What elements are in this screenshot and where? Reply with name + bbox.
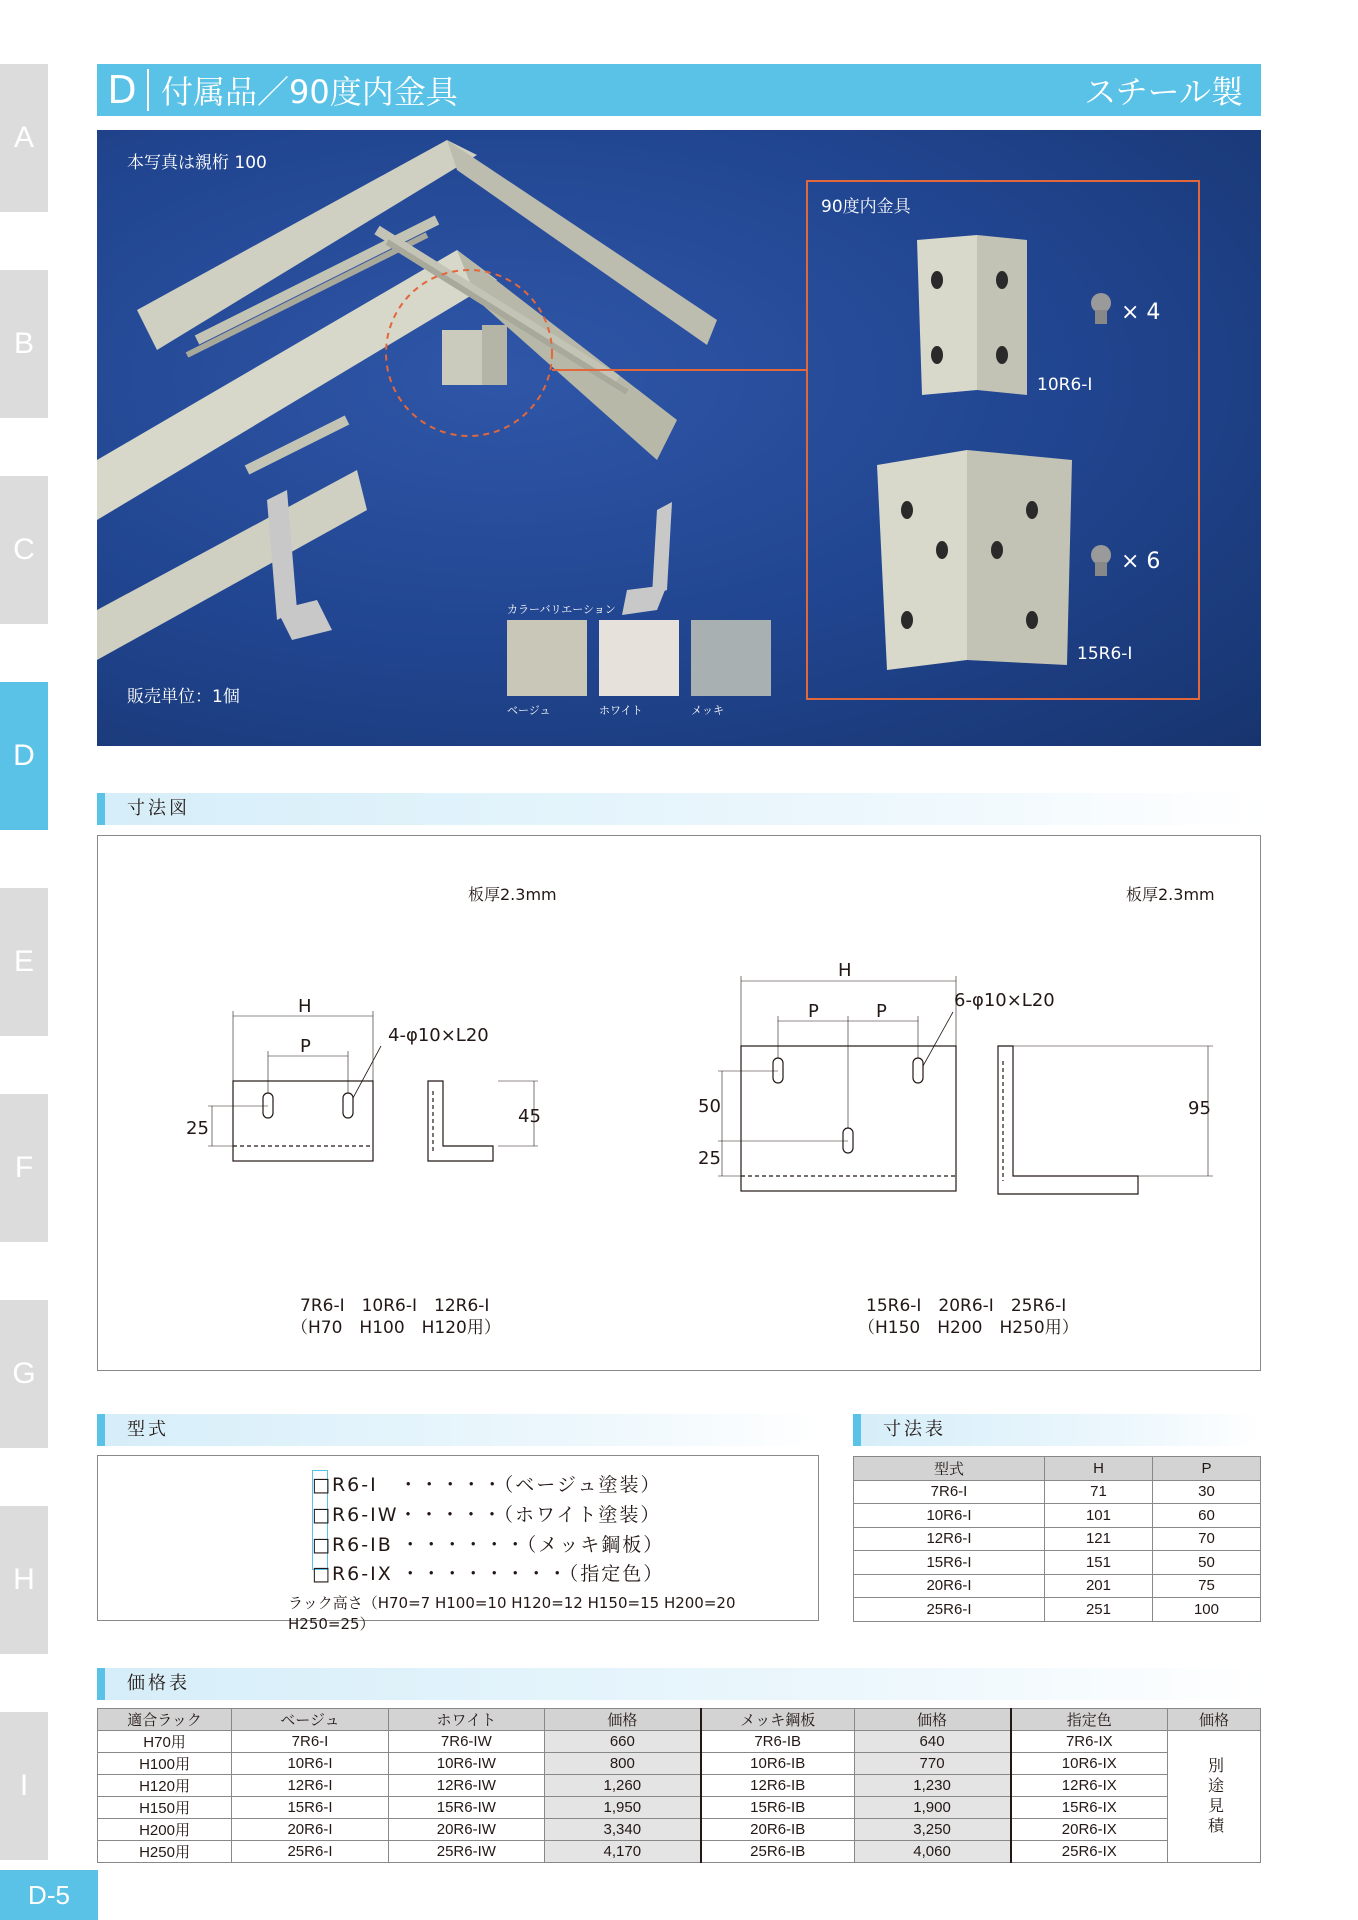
table-cell: 151 (1044, 1551, 1152, 1575)
table-cell: 1,950 (544, 1797, 701, 1819)
page-title: 付属品／90度内金具 (161, 73, 458, 111)
table-cell: 4,170 (544, 1841, 701, 1863)
section-header (97, 64, 1261, 116)
inset-box (806, 180, 1200, 700)
table-cell: 7R6-I (232, 1731, 389, 1753)
table-cell: 25R6-IW (388, 1841, 544, 1863)
left-dim-h: H (298, 996, 312, 1017)
table-cell: 10R6-I (232, 1753, 389, 1775)
table-cell: 4,060 (854, 1841, 1011, 1863)
item-code-2: 15R6-I (1077, 644, 1133, 664)
right-dim-p2: P (876, 1001, 887, 1022)
model-line-4: □R6-IX ・・・・・・・・（指定色） (312, 1563, 665, 1585)
price-table-heading: 価格表 (97, 1668, 1261, 1700)
price-col-header: ホワイト (388, 1709, 544, 1731)
price-col-header: 価格 (854, 1709, 1011, 1731)
bolt-qty-2: × 6 (1121, 549, 1161, 574)
material-label: スチール製 (1084, 73, 1243, 111)
dimension-heading: 寸法図 (97, 793, 1261, 825)
table-cell: H150用 (98, 1797, 232, 1819)
sales-unit: 販売単位：1個 (127, 687, 240, 707)
model-heading: 型式 (97, 1414, 819, 1446)
table-cell: 25R6-I (232, 1841, 389, 1863)
right-dim-p1: P (808, 1001, 819, 1022)
table-row (854, 1480, 1261, 1504)
table-cell: 10R6-IW (388, 1753, 544, 1775)
side-tab-f[interactable]: F (0, 1094, 48, 1242)
left-models: 7R6-I 10R6-I 12R6-I (300, 1296, 490, 1316)
section-letter: D (97, 69, 149, 111)
color-title: カラーバリエーション (507, 603, 616, 616)
table-cell: H120用 (98, 1775, 232, 1797)
swatch-label-white: ホワイト (599, 704, 643, 717)
table-cell: 101 (1044, 1504, 1152, 1528)
table-cell: 70 (1152, 1527, 1260, 1551)
table-cell: 20R6-I (232, 1819, 389, 1841)
left-dim-p: P (300, 1036, 311, 1057)
right-thickness: 板厚2.3mm (1126, 885, 1215, 904)
side-tab-b[interactable]: B (0, 270, 48, 418)
table-cell: H100用 (98, 1753, 232, 1775)
side-tab-h[interactable]: H (0, 1506, 48, 1654)
table-cell: 7R6-I (854, 1480, 1045, 1504)
table-cell: 12R6-IX (1011, 1775, 1168, 1797)
table-cell: 25R6-I (854, 1598, 1045, 1622)
right-dim-50: 50 (698, 1096, 721, 1117)
size-table (853, 1456, 1261, 1622)
table-cell: 15R6-I (232, 1797, 389, 1819)
dimension-drawings (97, 835, 1261, 1371)
swatch-label-beige: ベージュ (507, 704, 551, 717)
side-tab-d[interactable]: D (0, 682, 48, 830)
table-row (854, 1527, 1261, 1551)
table-cell: 3,340 (544, 1819, 701, 1841)
bolt-qty-1: × 4 (1121, 300, 1161, 325)
table-cell: 20R6-IW (388, 1819, 544, 1841)
table-cell: 251 (1044, 1598, 1152, 1622)
table-cell: 15R6-IX (1011, 1797, 1168, 1819)
table-cell: 12R6-I (854, 1527, 1045, 1551)
table-cell: 7R6-IX (1011, 1731, 1168, 1753)
table-cell: 25R6-IX (1011, 1841, 1168, 1863)
table-cell: 640 (854, 1731, 1011, 1753)
price-col-header: 価格 (544, 1709, 701, 1731)
left-dim-45: 45 (518, 1106, 541, 1127)
photo-caption: 本写真は親桁 100 (127, 153, 267, 173)
table-cell: 121 (1044, 1527, 1152, 1551)
table-row (854, 1551, 1261, 1575)
left-dim-25: 25 (186, 1118, 209, 1139)
side-tab-c[interactable]: C (0, 476, 48, 624)
right-hole-spec: 6-φ10×L20 (954, 990, 1055, 1011)
side-tab-e[interactable]: E (0, 888, 48, 1036)
table-cell: 15R6-IW (388, 1797, 544, 1819)
bracket-drawings (98, 836, 1262, 1372)
table-cell: 25R6-IB (701, 1841, 854, 1863)
right-dim-h: H (838, 960, 852, 981)
table-cell: 7R6-IB (701, 1731, 854, 1753)
table-row (98, 1775, 1261, 1797)
price-col-header: 指定色 (1011, 1709, 1168, 1731)
table-cell: 100 (1152, 1598, 1260, 1622)
table-cell: 7R6-IW (388, 1731, 544, 1753)
special-price-note: 別途見積 (1167, 1731, 1260, 1863)
table-cell: 10R6-IB (701, 1753, 854, 1775)
side-tab-i[interactable]: I (0, 1712, 48, 1860)
side-tab-a[interactable]: A (0, 64, 48, 212)
item-code-1: 10R6-I (1037, 375, 1093, 395)
table-cell: 75 (1152, 1574, 1260, 1598)
table-cell: 1,230 (854, 1775, 1011, 1797)
table-cell: 12R6-IB (701, 1775, 854, 1797)
price-col-header: メッキ鋼板 (701, 1709, 854, 1731)
table-cell: 10R6-IX (1011, 1753, 1168, 1775)
table-row (98, 1797, 1261, 1819)
page-number: D-5 (0, 1870, 98, 1920)
right-dim-25: 25 (698, 1148, 721, 1169)
price-col-header: ベージュ (232, 1709, 389, 1731)
table-cell: 12R6-I (232, 1775, 389, 1797)
price-col-header: 適合ラック (98, 1709, 232, 1731)
table-row (854, 1598, 1261, 1622)
swatch-beige (507, 620, 587, 696)
table-cell: 20R6-IX (1011, 1819, 1168, 1841)
table-cell: 15R6-I (854, 1551, 1045, 1575)
right-models: 15R6-I 20R6-I 25R6-I (866, 1296, 1067, 1316)
table-cell: H250用 (98, 1841, 232, 1863)
product-photo-panel (97, 130, 1261, 746)
size-col-header: P (1152, 1457, 1260, 1481)
table-cell: 660 (544, 1731, 701, 1753)
model-box (97, 1455, 819, 1633)
table-row (98, 1731, 1261, 1753)
model-line-1: □R6-I ・・・・・（ベージュ塗装） (312, 1474, 662, 1496)
table-cell: H70用 (98, 1731, 232, 1753)
price-table (97, 1708, 1261, 1863)
size-table-heading: 寸法表 (853, 1414, 1261, 1446)
left-heights: （H70 H100 H120用） (291, 1318, 501, 1338)
right-dim-95: 95 (1188, 1098, 1211, 1119)
model-line-3: □R6-IB ・・・・・・（メッキ鋼板） (312, 1534, 665, 1556)
model-note: ラック高さ（H70=7 H100=10 H120=12 H150=15 H200=20 H250=25） (288, 1594, 736, 1633)
table-cell: 60 (1152, 1504, 1260, 1528)
price-col-header: 価格 (1167, 1709, 1260, 1731)
inset-title: 90度内金具 (821, 197, 911, 217)
table-cell: 770 (854, 1753, 1011, 1775)
table-cell: 71 (1044, 1480, 1152, 1504)
table-cell: 15R6-IB (701, 1797, 854, 1819)
table-cell: 50 (1152, 1551, 1260, 1575)
table-row (98, 1841, 1261, 1863)
size-col-header: 型式 (854, 1457, 1045, 1481)
table-cell: 20R6-I (854, 1574, 1045, 1598)
swatch-white (599, 620, 679, 696)
left-thickness: 板厚2.3mm (468, 885, 557, 904)
model-line-2: □R6-IW・・・・・（ホワイト塗装） (312, 1504, 662, 1526)
swatch-label-mekki: メッキ (691, 704, 724, 717)
left-hole-spec: 4-φ10×L20 (388, 1025, 489, 1046)
table-cell: 800 (544, 1753, 701, 1775)
table-cell: 1,260 (544, 1775, 701, 1797)
table-cell: 30 (1152, 1480, 1260, 1504)
table-cell: 20R6-IB (701, 1819, 854, 1841)
table-cell: 201 (1044, 1574, 1152, 1598)
table-cell: H200用 (98, 1819, 232, 1841)
table-row (854, 1504, 1261, 1528)
table-cell: 12R6-IW (388, 1775, 544, 1797)
table-row (98, 1753, 1261, 1775)
size-col-header: H (1044, 1457, 1152, 1481)
table-row (98, 1819, 1261, 1841)
table-cell: 10R6-I (854, 1504, 1045, 1528)
side-tab-g[interactable]: G (0, 1300, 48, 1448)
swatch-mekki (691, 620, 771, 696)
table-cell: 3,250 (854, 1819, 1011, 1841)
right-heights: （H150 H200 H250用） (858, 1318, 1079, 1338)
table-row (854, 1574, 1261, 1598)
table-cell: 1,900 (854, 1797, 1011, 1819)
